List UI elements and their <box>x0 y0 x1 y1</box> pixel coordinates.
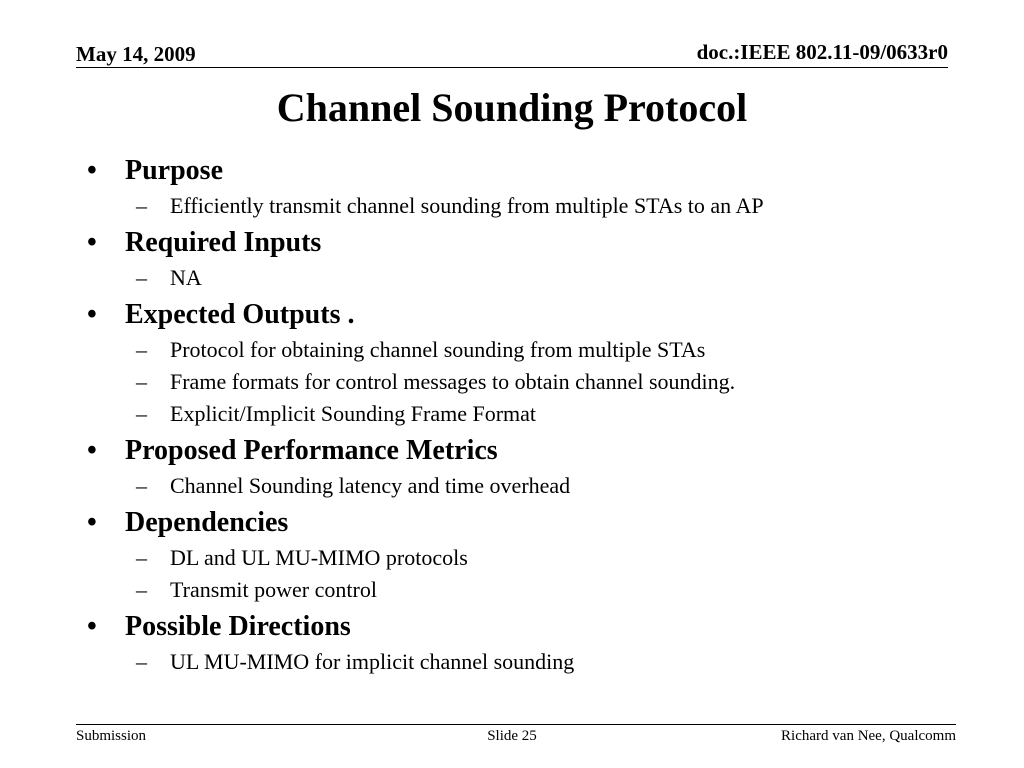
dash-icon: – <box>136 401 147 426</box>
list-item <box>82 224 962 294</box>
dash-icon: – <box>136 473 147 498</box>
bullet-icon: • <box>87 155 97 186</box>
dash-icon: – <box>136 265 147 290</box>
dash-icon: – <box>136 577 147 602</box>
item-heading-text: Proposed Performance Metrics <box>125 435 498 466</box>
sub-item <box>82 398 962 430</box>
dash-icon: – <box>136 369 147 394</box>
sub-item <box>82 334 962 366</box>
sub-item-text: Efficiently transmit channel sounding from multiple STAs to an AP <box>170 193 764 218</box>
sub-item <box>82 366 962 398</box>
item-heading <box>82 296 962 334</box>
bullet-icon: • <box>87 435 97 466</box>
item-heading <box>82 224 962 262</box>
slide-title: Channel Sounding Protocol <box>276 85 748 130</box>
slide-number: Slide 25 <box>487 728 537 744</box>
sub-item <box>82 190 962 222</box>
dash-icon: – <box>136 649 147 674</box>
slide-content <box>82 152 962 678</box>
footer-submission: Submission <box>76 728 147 744</box>
sub-item-text: Explicit/Implicit Sounding Frame Format <box>170 401 537 426</box>
sub-item <box>82 574 962 606</box>
list-item <box>82 296 962 430</box>
bullet-icon: • <box>87 299 97 330</box>
dash-icon: – <box>136 337 147 362</box>
footer-divider <box>76 724 956 725</box>
sub-item <box>82 646 962 678</box>
item-heading <box>82 608 962 646</box>
sub-item-text: UL MU-MIMO for implicit channel sounding <box>170 649 575 674</box>
list-item <box>82 152 962 222</box>
list-item <box>82 608 962 678</box>
list-item <box>82 504 962 606</box>
item-heading-text: Purpose <box>125 155 223 186</box>
sub-item-text: DL and UL MU-MIMO protocols <box>170 545 468 570</box>
bullet-icon: • <box>87 227 97 258</box>
sub-item-text: NA <box>170 265 202 290</box>
item-heading <box>82 152 962 190</box>
bullet-icon: • <box>87 611 97 642</box>
header-divider <box>76 67 948 68</box>
item-heading-text: Possible Directions <box>125 611 351 642</box>
sub-item <box>82 542 962 574</box>
sub-item-text: Channel Sounding latency and time overhead <box>170 473 571 498</box>
sub-item <box>82 470 962 502</box>
sub-item-text: Protocol for obtaining channel sounding from multiple STAs <box>170 337 706 362</box>
item-heading <box>82 504 962 542</box>
sub-item-text: Transmit power control <box>170 577 377 602</box>
dash-icon: – <box>136 545 147 570</box>
sub-item <box>82 262 962 294</box>
footer-author: Richard van Nee, Qualcomm <box>781 728 956 744</box>
item-heading-text: Dependencies <box>125 507 289 538</box>
dash-icon: – <box>136 193 147 218</box>
item-heading <box>82 432 962 470</box>
bullet-icon: • <box>87 507 97 538</box>
item-heading-text: Required Inputs <box>125 227 322 258</box>
document-id: doc.:IEEE 802.11-09/0633r0 <box>696 40 948 64</box>
list-item <box>82 432 962 502</box>
item-heading-text: Expected Outputs . <box>125 299 355 330</box>
header-date: May 14, 2009 <box>76 42 196 66</box>
sub-item-text: Frame formats for control messages to obtain channel sounding. <box>170 369 736 394</box>
